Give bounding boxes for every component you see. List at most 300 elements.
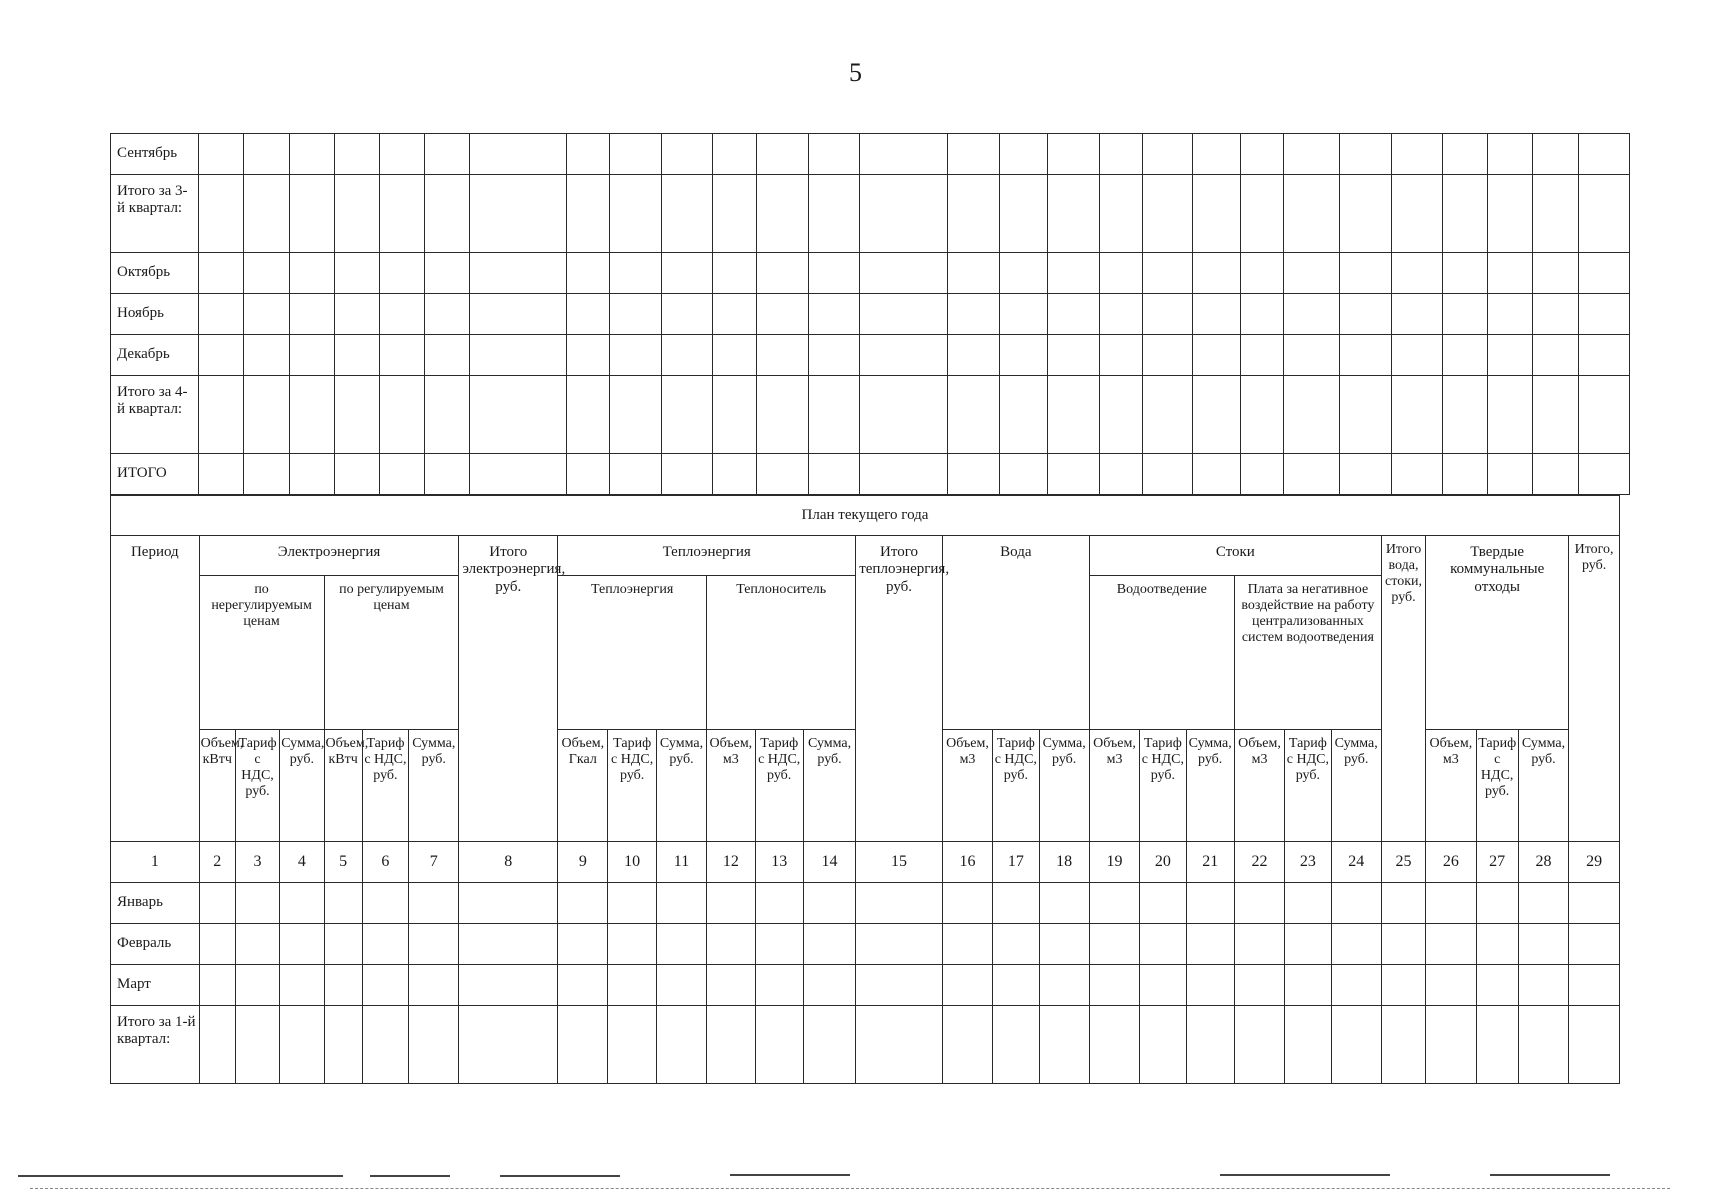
table-cell[interactable]	[856, 1006, 943, 1084]
table-cell[interactable]	[609, 253, 661, 294]
table-cell[interactable]	[1100, 376, 1143, 454]
table-cell[interactable]	[566, 335, 609, 376]
table-cell[interactable]	[199, 134, 244, 175]
table-cell[interactable]	[1533, 294, 1578, 335]
table-cell[interactable]	[334, 454, 379, 495]
table-cell[interactable]	[1192, 134, 1240, 175]
table-cell[interactable]	[948, 134, 999, 175]
table-cell[interactable]	[1533, 134, 1578, 175]
table-cell[interactable]	[608, 883, 656, 924]
table-cell[interactable]	[803, 965, 855, 1006]
table-cell[interactable]	[459, 883, 558, 924]
table-cell[interactable]	[1100, 335, 1143, 376]
table-cell[interactable]	[470, 376, 566, 454]
table-cell[interactable]	[948, 376, 999, 454]
table-cell[interactable]	[999, 253, 1047, 294]
table-cell[interactable]	[803, 924, 855, 965]
table-cell[interactable]	[1192, 175, 1240, 253]
table-cell[interactable]	[1488, 134, 1533, 175]
table-cell[interactable]	[1140, 924, 1186, 965]
table-cell[interactable]	[334, 294, 379, 335]
table-cell[interactable]	[280, 883, 324, 924]
table-cell[interactable]	[609, 454, 661, 495]
table-cell[interactable]	[1039, 965, 1089, 1006]
table-cell[interactable]	[566, 294, 609, 335]
table-cell[interactable]	[379, 134, 424, 175]
table-cell[interactable]	[707, 1006, 755, 1084]
table-cell[interactable]	[662, 376, 713, 454]
table-cell[interactable]	[1381, 883, 1425, 924]
table-cell[interactable]	[1089, 924, 1139, 965]
table-cell[interactable]	[1186, 883, 1234, 924]
table-cell[interactable]	[425, 175, 470, 253]
table-cell[interactable]	[999, 454, 1047, 495]
table-cell[interactable]	[1426, 883, 1476, 924]
table-cell[interactable]	[755, 924, 803, 965]
table-cell[interactable]	[713, 376, 756, 454]
table-cell[interactable]	[609, 376, 661, 454]
table-cell[interactable]	[1391, 335, 1442, 376]
table-cell[interactable]	[1518, 965, 1568, 1006]
table-cell[interactable]	[1285, 1006, 1331, 1084]
table-cell[interactable]	[1381, 1006, 1425, 1084]
table-cell[interactable]	[470, 253, 566, 294]
table-cell[interactable]	[459, 965, 558, 1006]
table-cell[interactable]	[1284, 294, 1340, 335]
table-cell[interactable]	[425, 376, 470, 454]
table-cell[interactable]	[235, 965, 279, 1006]
table-cell[interactable]	[1443, 454, 1488, 495]
table-cell[interactable]	[713, 454, 756, 495]
table-cell[interactable]	[1443, 376, 1488, 454]
table-cell[interactable]	[1381, 924, 1425, 965]
table-cell[interactable]	[656, 965, 706, 1006]
table-cell[interactable]	[1381, 965, 1425, 1006]
table-cell[interactable]	[662, 454, 713, 495]
table-cell[interactable]	[1047, 175, 1099, 253]
table-cell[interactable]	[199, 253, 244, 294]
table-cell[interactable]	[1284, 175, 1340, 253]
table-cell[interactable]	[1518, 924, 1568, 965]
table-cell[interactable]	[856, 924, 943, 965]
table-cell[interactable]	[1285, 883, 1331, 924]
table-cell[interactable]	[948, 335, 999, 376]
table-cell[interactable]	[860, 294, 948, 335]
table-cell[interactable]	[1391, 134, 1442, 175]
table-cell[interactable]	[1578, 335, 1629, 376]
table-cell[interactable]	[999, 294, 1047, 335]
table-cell[interactable]	[1285, 965, 1331, 1006]
table-cell[interactable]	[803, 1006, 855, 1084]
table-cell[interactable]	[289, 454, 334, 495]
table-cell[interactable]	[1192, 253, 1240, 294]
table-cell[interactable]	[1578, 454, 1629, 495]
table-cell[interactable]	[1100, 294, 1143, 335]
table-cell[interactable]	[334, 134, 379, 175]
table-cell[interactable]	[470, 175, 566, 253]
table-cell[interactable]	[1443, 175, 1488, 253]
table-cell[interactable]	[235, 883, 279, 924]
table-cell[interactable]	[662, 253, 713, 294]
table-cell[interactable]	[1340, 134, 1391, 175]
table-cell[interactable]	[289, 175, 334, 253]
table-cell[interactable]	[235, 924, 279, 965]
table-cell[interactable]	[1488, 454, 1533, 495]
table-cell[interactable]	[425, 335, 470, 376]
table-cell[interactable]	[1284, 335, 1340, 376]
table-cell[interactable]	[409, 924, 459, 965]
table-cell[interactable]	[199, 294, 244, 335]
table-cell[interactable]	[609, 134, 661, 175]
table-cell[interactable]	[1143, 376, 1192, 454]
table-cell[interactable]	[860, 376, 948, 454]
table-cell[interactable]	[1140, 965, 1186, 1006]
table-cell[interactable]	[609, 175, 661, 253]
table-cell[interactable]	[199, 454, 244, 495]
table-cell[interactable]	[993, 883, 1039, 924]
table-cell[interactable]	[235, 1006, 279, 1084]
table-cell[interactable]	[608, 965, 656, 1006]
table-cell[interactable]	[379, 454, 424, 495]
table-cell[interactable]	[1100, 175, 1143, 253]
table-cell[interactable]	[713, 175, 756, 253]
table-cell[interactable]	[289, 294, 334, 335]
table-cell[interactable]	[1240, 253, 1283, 294]
table-cell[interactable]	[662, 134, 713, 175]
table-cell[interactable]	[1476, 1006, 1518, 1084]
table-cell[interactable]	[1192, 454, 1240, 495]
table-cell[interactable]	[558, 883, 608, 924]
table-cell[interactable]	[1143, 253, 1192, 294]
table-cell[interactable]	[1569, 965, 1620, 1006]
table-cell[interactable]	[244, 175, 289, 253]
table-cell[interactable]	[1578, 175, 1629, 253]
table-cell[interactable]	[662, 335, 713, 376]
table-cell[interactable]	[948, 294, 999, 335]
table-cell[interactable]	[756, 454, 808, 495]
table-cell[interactable]	[1488, 376, 1533, 454]
table-cell[interactable]	[1578, 376, 1629, 454]
table-cell[interactable]	[1331, 924, 1381, 965]
table-cell[interactable]	[289, 335, 334, 376]
table-cell[interactable]	[1047, 294, 1099, 335]
table-cell[interactable]	[199, 335, 244, 376]
table-cell[interactable]	[324, 965, 362, 1006]
table-cell[interactable]	[1340, 294, 1391, 335]
table-cell[interactable]	[199, 883, 235, 924]
table-cell[interactable]	[1284, 454, 1340, 495]
table-cell[interactable]	[756, 376, 808, 454]
table-cell[interactable]	[1240, 454, 1283, 495]
table-cell[interactable]	[334, 335, 379, 376]
table-cell[interactable]	[1234, 965, 1284, 1006]
table-cell[interactable]	[470, 335, 566, 376]
table-cell[interactable]	[1143, 134, 1192, 175]
table-cell[interactable]	[566, 376, 609, 454]
table-cell[interactable]	[1533, 454, 1578, 495]
table-cell[interactable]	[1186, 924, 1234, 965]
table-cell[interactable]	[425, 454, 470, 495]
table-cell[interactable]	[1039, 1006, 1089, 1084]
table-cell[interactable]	[1331, 1006, 1381, 1084]
table-cell[interactable]	[1533, 175, 1578, 253]
table-cell[interactable]	[662, 175, 713, 253]
table-cell[interactable]	[1285, 924, 1331, 965]
table-cell[interactable]	[1443, 294, 1488, 335]
table-cell[interactable]	[1391, 454, 1442, 495]
table-cell[interactable]	[244, 253, 289, 294]
table-cell[interactable]	[379, 335, 424, 376]
table-cell[interactable]	[1240, 335, 1283, 376]
table-cell[interactable]	[1443, 134, 1488, 175]
table-cell[interactable]	[1192, 376, 1240, 454]
table-cell[interactable]	[756, 253, 808, 294]
table-cell[interactable]	[808, 376, 859, 454]
table-cell[interactable]	[1443, 335, 1488, 376]
table-cell[interactable]	[1143, 175, 1192, 253]
table-cell[interactable]	[1047, 454, 1099, 495]
table-cell[interactable]	[379, 376, 424, 454]
table-cell[interactable]	[999, 376, 1047, 454]
table-cell[interactable]	[1488, 253, 1533, 294]
table-cell[interactable]	[1047, 376, 1099, 454]
table-cell[interactable]	[1186, 1006, 1234, 1084]
table-cell[interactable]	[409, 965, 459, 1006]
table-cell[interactable]	[1391, 253, 1442, 294]
table-cell[interactable]	[566, 134, 609, 175]
table-cell[interactable]	[993, 1006, 1039, 1084]
table-cell[interactable]	[1391, 294, 1442, 335]
table-cell[interactable]	[1488, 294, 1533, 335]
table-cell[interactable]	[808, 454, 859, 495]
table-cell[interactable]	[1143, 294, 1192, 335]
table-cell[interactable]	[942, 1006, 992, 1084]
table-cell[interactable]	[1331, 965, 1381, 1006]
table-cell[interactable]	[948, 253, 999, 294]
table-cell[interactable]	[289, 376, 334, 454]
table-cell[interactable]	[756, 134, 808, 175]
table-cell[interactable]	[334, 253, 379, 294]
table-cell[interactable]	[362, 924, 408, 965]
table-cell[interactable]	[1426, 924, 1476, 965]
table-cell[interactable]	[942, 965, 992, 1006]
table-cell[interactable]	[756, 294, 808, 335]
table-cell[interactable]	[1192, 294, 1240, 335]
table-cell[interactable]	[808, 134, 859, 175]
table-cell[interactable]	[713, 253, 756, 294]
table-cell[interactable]	[608, 1006, 656, 1084]
table-cell[interactable]	[713, 294, 756, 335]
table-cell[interactable]	[948, 175, 999, 253]
table-cell[interactable]	[244, 454, 289, 495]
table-cell[interactable]	[860, 335, 948, 376]
table-cell[interactable]	[1284, 134, 1340, 175]
table-cell[interactable]	[656, 1006, 706, 1084]
table-cell[interactable]	[1089, 965, 1139, 1006]
table-cell[interactable]	[1089, 883, 1139, 924]
table-cell[interactable]	[1240, 294, 1283, 335]
table-cell[interactable]	[379, 253, 424, 294]
table-cell[interactable]	[199, 175, 244, 253]
table-cell[interactable]	[459, 1006, 558, 1084]
table-cell[interactable]	[1443, 253, 1488, 294]
table-cell[interactable]	[1578, 134, 1629, 175]
table-cell[interactable]	[756, 335, 808, 376]
table-cell[interactable]	[707, 965, 755, 1006]
table-cell[interactable]	[459, 924, 558, 965]
table-cell[interactable]	[1426, 965, 1476, 1006]
table-cell[interactable]	[1518, 883, 1568, 924]
table-cell[interactable]	[1140, 1006, 1186, 1084]
table-cell[interactable]	[942, 883, 992, 924]
table-cell[interactable]	[1284, 376, 1340, 454]
table-cell[interactable]	[1047, 335, 1099, 376]
table-cell[interactable]	[993, 924, 1039, 965]
table-cell[interactable]	[280, 965, 324, 1006]
table-cell[interactable]	[999, 175, 1047, 253]
table-cell[interactable]	[470, 134, 566, 175]
table-cell[interactable]	[1143, 454, 1192, 495]
table-cell[interactable]	[755, 1006, 803, 1084]
table-cell[interactable]	[707, 924, 755, 965]
table-cell[interactable]	[1569, 1006, 1620, 1084]
table-cell[interactable]	[1340, 454, 1391, 495]
table-cell[interactable]	[1340, 253, 1391, 294]
table-cell[interactable]	[1240, 175, 1283, 253]
table-cell[interactable]	[1533, 335, 1578, 376]
table-cell[interactable]	[609, 335, 661, 376]
table-cell[interactable]	[1391, 175, 1442, 253]
table-cell[interactable]	[1578, 253, 1629, 294]
table-cell[interactable]	[334, 175, 379, 253]
table-cell[interactable]	[1047, 134, 1099, 175]
table-cell[interactable]	[362, 965, 408, 1006]
table-cell[interactable]	[199, 924, 235, 965]
table-cell[interactable]	[942, 924, 992, 965]
table-cell[interactable]	[425, 134, 470, 175]
table-cell[interactable]	[1488, 175, 1533, 253]
table-cell[interactable]	[1039, 924, 1089, 965]
table-cell[interactable]	[289, 253, 334, 294]
table-cell[interactable]	[1340, 335, 1391, 376]
table-cell[interactable]	[713, 335, 756, 376]
table-cell[interactable]	[1039, 883, 1089, 924]
table-cell[interactable]	[756, 175, 808, 253]
table-cell[interactable]	[362, 1006, 408, 1084]
table-cell[interactable]	[324, 924, 362, 965]
table-cell[interactable]	[1089, 1006, 1139, 1084]
table-cell[interactable]	[860, 253, 948, 294]
table-cell[interactable]	[280, 1006, 324, 1084]
table-cell[interactable]	[707, 883, 755, 924]
table-cell[interactable]	[948, 454, 999, 495]
table-cell[interactable]	[1240, 376, 1283, 454]
table-cell[interactable]	[566, 454, 609, 495]
table-cell[interactable]	[1186, 965, 1234, 1006]
table-cell[interactable]	[1476, 883, 1518, 924]
table-cell[interactable]	[1569, 924, 1620, 965]
table-cell[interactable]	[244, 294, 289, 335]
table-cell[interactable]	[409, 1006, 459, 1084]
table-cell[interactable]	[755, 965, 803, 1006]
table-cell[interactable]	[199, 1006, 235, 1084]
table-cell[interactable]	[808, 253, 859, 294]
table-cell[interactable]	[199, 376, 244, 454]
table-cell[interactable]	[609, 294, 661, 335]
table-cell[interactable]	[558, 965, 608, 1006]
table-cell[interactable]	[425, 253, 470, 294]
table-cell[interactable]	[558, 924, 608, 965]
table-cell[interactable]	[1047, 253, 1099, 294]
table-cell[interactable]	[409, 883, 459, 924]
table-cell[interactable]	[656, 883, 706, 924]
table-cell[interactable]	[1578, 294, 1629, 335]
table-cell[interactable]	[1143, 335, 1192, 376]
table-cell[interactable]	[1234, 883, 1284, 924]
table-cell[interactable]	[713, 134, 756, 175]
table-cell[interactable]	[1100, 253, 1143, 294]
table-cell[interactable]	[1240, 134, 1283, 175]
table-cell[interactable]	[244, 335, 289, 376]
table-cell[interactable]	[334, 376, 379, 454]
table-cell[interactable]	[1340, 175, 1391, 253]
table-cell[interactable]	[362, 883, 408, 924]
table-cell[interactable]	[856, 965, 943, 1006]
table-cell[interactable]	[860, 134, 948, 175]
table-cell[interactable]	[656, 924, 706, 965]
table-cell[interactable]	[1518, 1006, 1568, 1084]
table-cell[interactable]	[808, 335, 859, 376]
table-cell[interactable]	[1100, 454, 1143, 495]
table-cell[interactable]	[1426, 1006, 1476, 1084]
table-cell[interactable]	[999, 335, 1047, 376]
table-cell[interactable]	[993, 965, 1039, 1006]
table-cell[interactable]	[244, 134, 289, 175]
table-cell[interactable]	[280, 924, 324, 965]
table-cell[interactable]	[1340, 376, 1391, 454]
table-cell[interactable]	[1140, 883, 1186, 924]
table-cell[interactable]	[566, 253, 609, 294]
table-cell[interactable]	[324, 1006, 362, 1084]
table-cell[interactable]	[1476, 965, 1518, 1006]
table-cell[interactable]	[860, 454, 948, 495]
table-cell[interactable]	[1569, 883, 1620, 924]
table-cell[interactable]	[608, 924, 656, 965]
table-cell[interactable]	[1331, 883, 1381, 924]
table-cell[interactable]	[1533, 253, 1578, 294]
table-cell[interactable]	[808, 294, 859, 335]
table-cell[interactable]	[425, 294, 470, 335]
table-cell[interactable]	[856, 883, 943, 924]
table-cell[interactable]	[803, 883, 855, 924]
table-cell[interactable]	[289, 134, 334, 175]
table-cell[interactable]	[1234, 1006, 1284, 1084]
table-cell[interactable]	[1488, 335, 1533, 376]
table-cell[interactable]	[379, 175, 424, 253]
table-cell[interactable]	[1533, 376, 1578, 454]
table-cell[interactable]	[1476, 924, 1518, 965]
table-cell[interactable]	[662, 294, 713, 335]
table-cell[interactable]	[860, 175, 948, 253]
table-cell[interactable]	[755, 883, 803, 924]
table-cell[interactable]	[1391, 376, 1442, 454]
table-cell[interactable]	[566, 175, 609, 253]
table-cell[interactable]	[808, 175, 859, 253]
table-cell[interactable]	[379, 294, 424, 335]
table-cell[interactable]	[470, 454, 566, 495]
table-cell[interactable]	[244, 376, 289, 454]
table-cell[interactable]	[470, 294, 566, 335]
